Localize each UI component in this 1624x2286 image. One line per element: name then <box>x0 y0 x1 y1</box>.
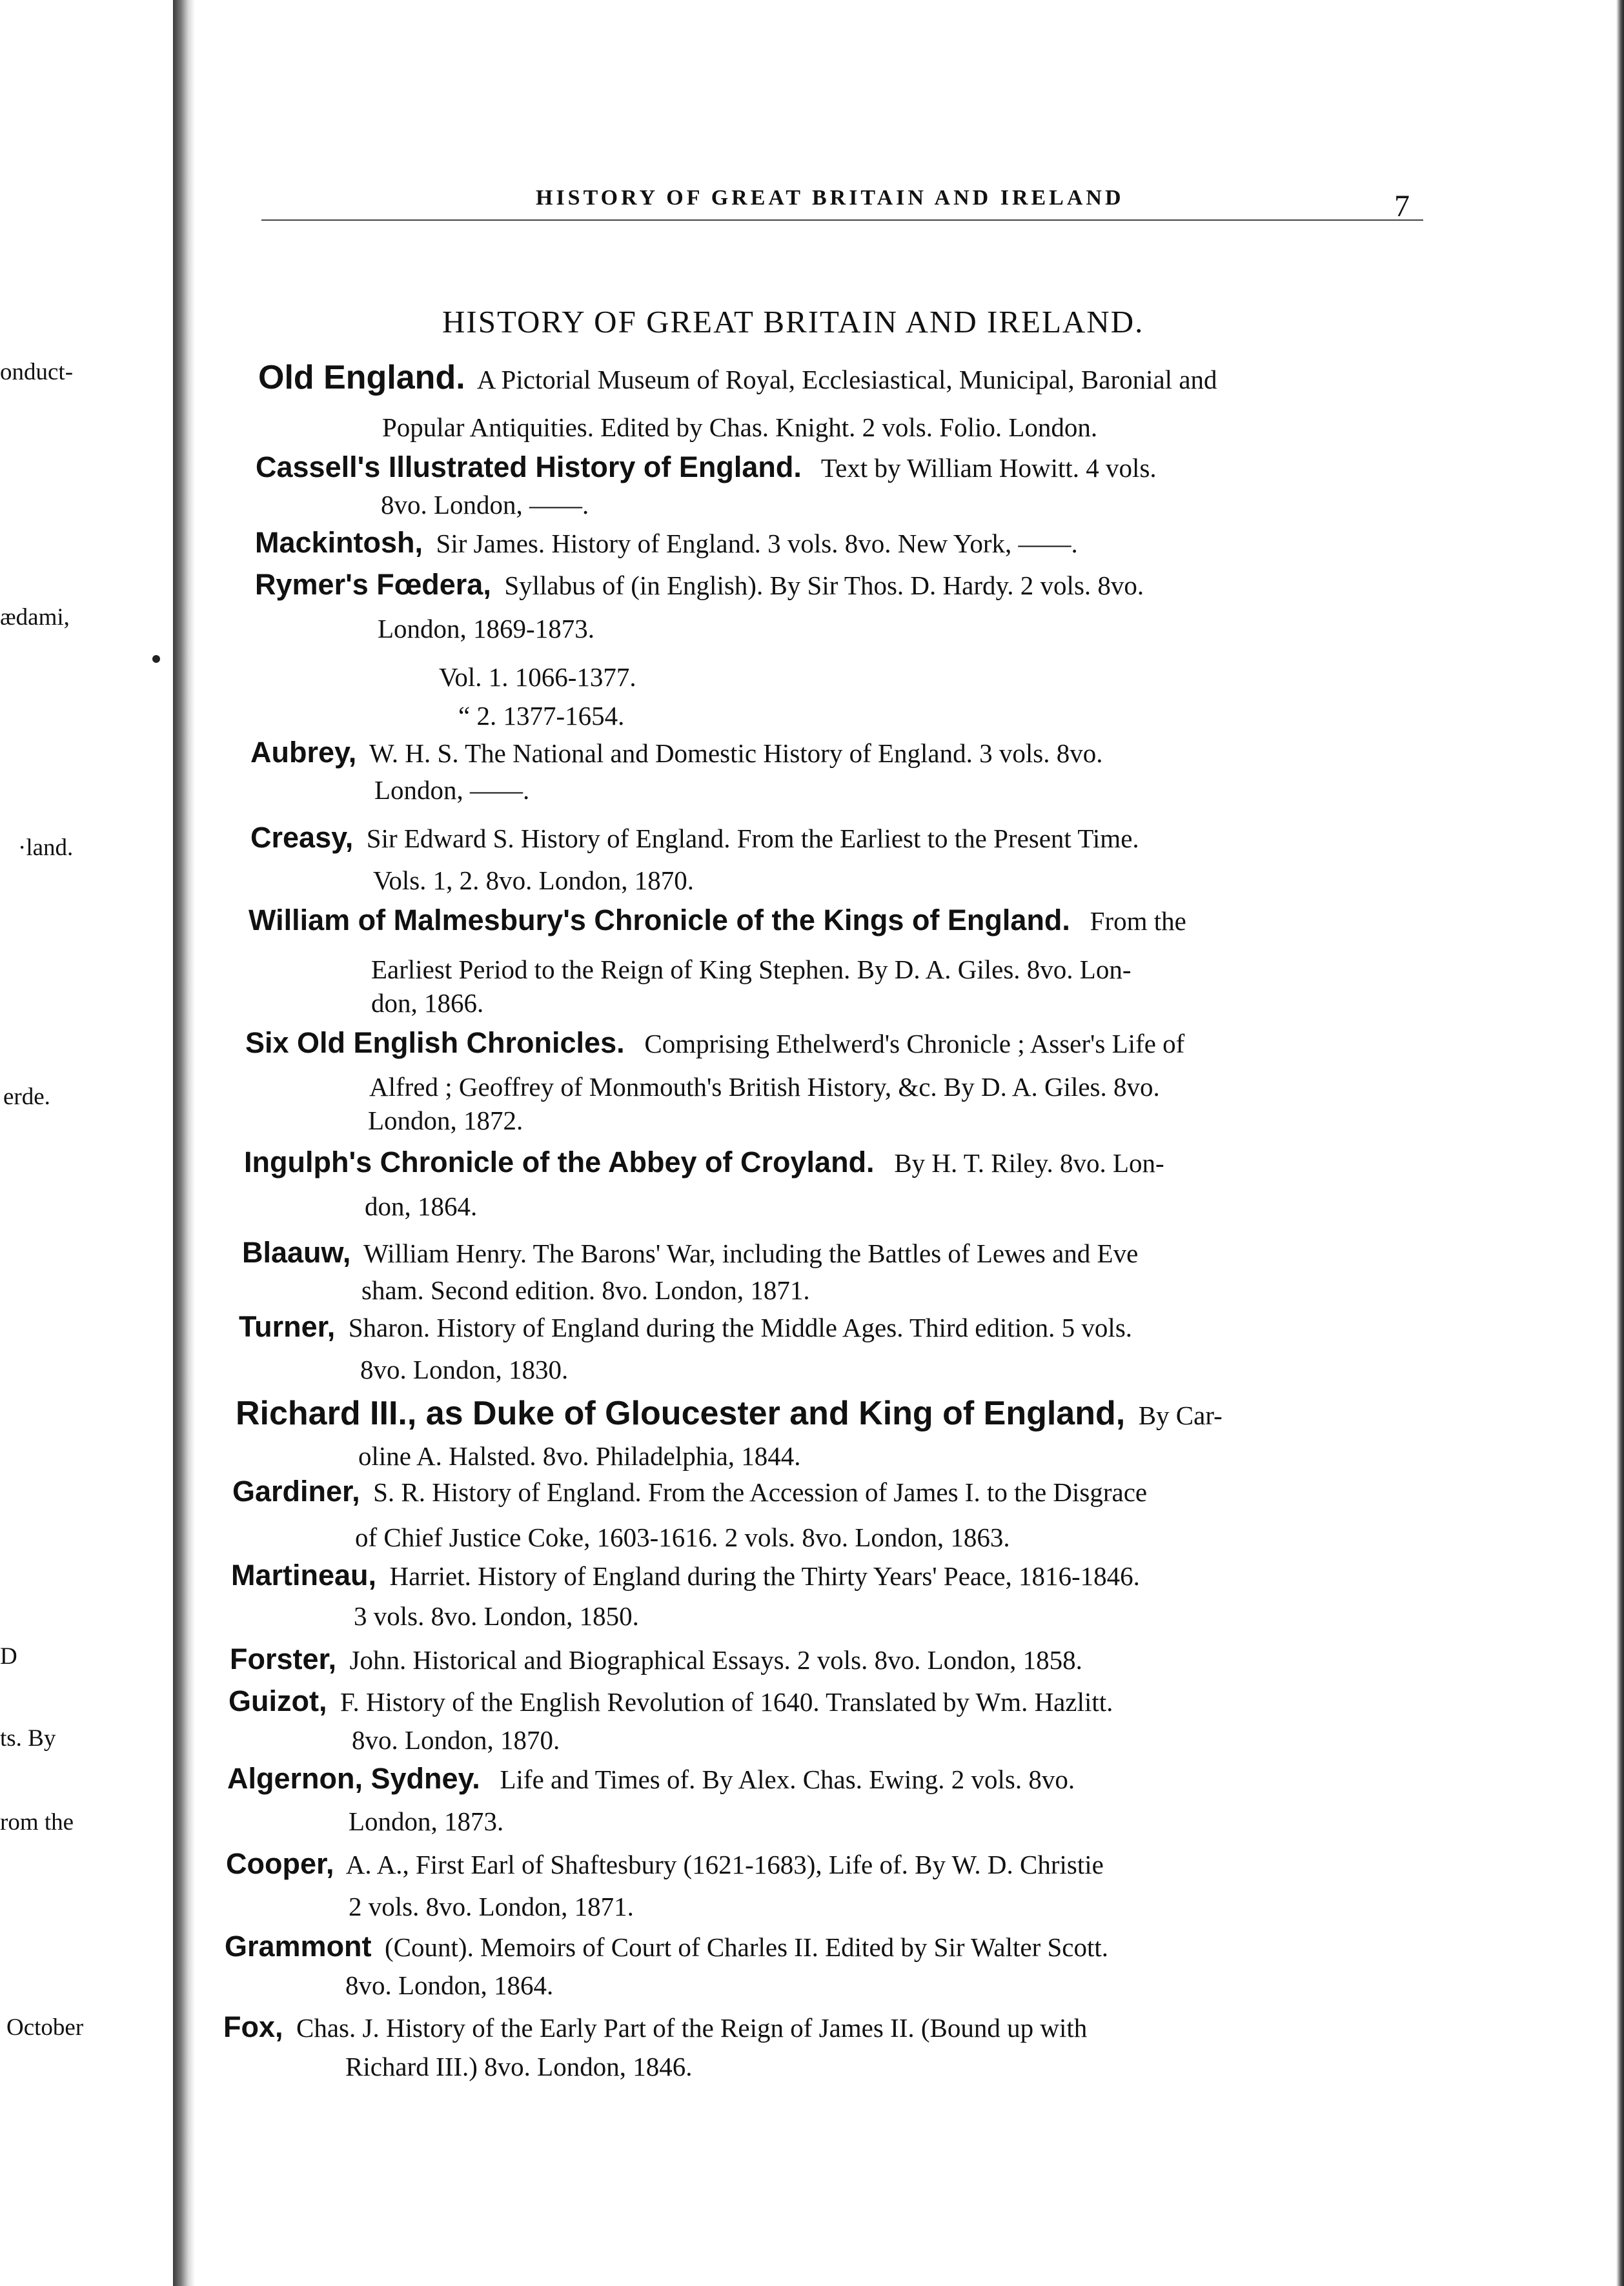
entry-text: Comprising Ethelwerd's Chronicle ; Asser's Life of <box>644 1029 1185 1058</box>
entry-text: A. A., First Earl of Shaftesbury (1621-1683), Life of. By W. D. Christie <box>345 1850 1104 1879</box>
entry-first-line <box>258 358 1217 397</box>
entry-first-line <box>228 1684 1113 1718</box>
entry-continuation: 3 vols. 8vo. London, 1850. <box>354 1601 639 1631</box>
entry-text: Sharon. History of England during the Middle Ages. Third edition. 5 vols. <box>348 1313 1133 1342</box>
running-head: HISTORY OF GREAT BRITAIN AND IRELAND <box>536 186 1124 210</box>
entry-first-line <box>227 1762 1075 1795</box>
entry-text: S. R. History of England. From the Accession of James I. to the Disgrace <box>373 1477 1148 1507</box>
entry-continuation: London, 1873. <box>349 1806 504 1836</box>
entry-first-line <box>250 736 1102 769</box>
entry-first-line <box>230 1643 1082 1676</box>
entry-heading: Richard III., as Duke of Gloucester and King of England, <box>236 1395 1126 1432</box>
entry-continuation: “ 2. 1377-1654. <box>458 701 625 731</box>
entry-heading: Fox, <box>223 2010 283 2043</box>
facing-page-text: erde. <box>3 1084 50 1110</box>
entry-continuation: 8vo. London, 1864. <box>345 1970 554 2000</box>
entry-first-line <box>250 821 1139 855</box>
entry-first-line <box>232 1475 1147 1508</box>
entry-continuation: Popular Antiquities. Edited by Chas. Knight. 2 vols. Folio. London. <box>382 412 1098 442</box>
entry-text: Harriet. History of England during the Thirty Years' Peace, 1816-1846. <box>389 1561 1140 1591</box>
entry-continuation: of Chief Justice Coke, 1603-1616. 2 vols. 8vo. London, 1863. <box>355 1522 1010 1552</box>
entry-text: F. History of the English Revolution of 1640. Translated by Wm. Hazlitt. <box>340 1687 1113 1717</box>
entry-heading: Algernon, Sydney. <box>227 1762 480 1795</box>
entry-heading: Blaauw, <box>242 1236 351 1269</box>
entry-first-line <box>244 1146 1164 1179</box>
entry-first-line <box>255 568 1144 602</box>
entry-first-line <box>223 2010 1087 2044</box>
entry-heading: Rymer's Fœdera, <box>255 568 491 601</box>
entry-heading: Grammont <box>225 1930 372 1963</box>
entry-heading: William of Malmesbury's Chronicle of the Kings of England. <box>249 904 1070 936</box>
entry-first-line <box>245 1026 1184 1060</box>
entry-first-line <box>256 450 1157 484</box>
entry-first-line <box>225 1930 1108 1963</box>
entry-continuation: 8vo. London, 1870. <box>352 1725 560 1755</box>
entry-text: Syllabus of (in English). By Sir Thos. D. Hardy. 2 vols. 8vo. <box>504 571 1144 600</box>
entry-text: Text by William Howitt. 4 vols. <box>820 453 1157 483</box>
entry-continuation: London, 1869-1873. <box>378 614 594 643</box>
entry-heading: Old England. <box>258 359 465 396</box>
entry-first-line <box>231 1559 1140 1592</box>
entry-heading: Ingulph's Chronicle of the Abbey of Croyland. <box>244 1146 875 1178</box>
facing-page-text: onduct- <box>0 359 74 385</box>
facing-page-text: D <box>0 1643 17 1670</box>
entry-heading: Creasy, <box>250 821 354 854</box>
entry-first-line <box>226 1847 1104 1881</box>
entry-text: A Pictorial Museum of Royal, Ecclesiastical, Municipal, Baronial and <box>476 365 1217 394</box>
entry-continuation: Vols. 1, 2. 8vo. London, 1870. <box>373 865 694 895</box>
entry-first-line <box>255 526 1078 560</box>
entry-heading: Cassell's Illustrated History of England. <box>256 450 802 483</box>
entry-heading: Six Old English Chronicles. <box>245 1026 625 1059</box>
page-number: 7 <box>1394 189 1410 223</box>
entry-heading: Forster, <box>230 1643 337 1675</box>
entry-continuation: Richard III.) 8vo. London, 1846. <box>345 2052 693 2081</box>
entry-continuation: Earliest Period to the Reign of King Stephen. By D. A. Giles. 8vo. Lon- <box>371 955 1132 984</box>
entry-heading: Mackintosh, <box>255 526 423 559</box>
entry-text: W. H. S. The National and Domestic History of England. 3 vols. 8vo. <box>369 738 1103 768</box>
entry-first-line <box>242 1236 1138 1269</box>
entry-continuation: London, 1872. <box>368 1106 523 1135</box>
entry-continuation: Vol. 1. 1066-1377. <box>439 662 636 692</box>
entry-text: Sir James. History of England. 3 vols. 8vo. New York, ——. <box>436 529 1078 558</box>
entry-continuation: Alfred ; Geoffrey of Monmouth's British History, &c. By D. A. Giles. 8vo. <box>369 1072 1160 1102</box>
entry-heading: Aubrey, <box>250 736 357 769</box>
entry-text: By H. T. Riley. 8vo. Lon- <box>894 1148 1164 1178</box>
entry-text: Life and Times of. By Alex. Chas. Ewing. 2 vols. 8vo. <box>500 1765 1075 1794</box>
entry-continuation: don, 1866. <box>371 988 484 1018</box>
entry-text: William Henry. The Barons' War, including the Battles of Lewes and Eve <box>363 1239 1139 1268</box>
entry-continuation: 2 vols. 8vo. London, 1871. <box>349 1892 634 1921</box>
entry-continuation: sham. Second edition. 8vo. London, 1871. <box>361 1275 810 1305</box>
entry-continuation: don, 1864. <box>365 1191 478 1221</box>
entry-first-line <box>249 904 1186 937</box>
entry-text: By Car- <box>1138 1401 1223 1430</box>
entry-first-line <box>236 1394 1223 1433</box>
facing-page-text: ædami, <box>0 604 70 631</box>
facing-page-text: ·land. <box>18 834 74 861</box>
facing-page-text: October <box>6 2014 84 2041</box>
entry-text: (Count). Memoirs of Court of Charles II. Edited by Sir Walter Scott. <box>385 1932 1109 1962</box>
entry-heading: Martineau, <box>231 1559 377 1592</box>
entry-heading: Gardiner, <box>232 1475 360 1508</box>
entry-first-line <box>239 1310 1132 1344</box>
entry-continuation: 8vo. London, ——. <box>381 490 589 520</box>
entry-continuation: 8vo. London, 1830. <box>360 1355 569 1384</box>
entry-text: John. Historical and Biographical Essays. 2 vols. 8vo. London, 1858. <box>349 1645 1082 1675</box>
entry-heading: Guizot, <box>228 1684 327 1717</box>
entry-continuation: London, ——. <box>374 775 530 805</box>
entry-continuation: oline A. Halsted. 8vo. Philadelphia, 1844. <box>358 1441 801 1471</box>
facing-page-text: ts. By <box>0 1725 56 1752</box>
entry-text: Sir Edward S. History of England. From the Earliest to the Present Time. <box>366 824 1139 853</box>
facing-page-text: rom the <box>0 1809 74 1836</box>
entry-heading: Turner, <box>239 1310 336 1343</box>
section-title: HISTORY OF GREAT BRITAIN AND IRELAND. <box>442 304 1144 339</box>
entry-text: From the <box>1090 906 1186 936</box>
entry-text: Chas. J. History of the Early Part of the Reign of James II. (Bound up with <box>296 2013 1088 2043</box>
entry-heading: Cooper, <box>226 1847 334 1880</box>
